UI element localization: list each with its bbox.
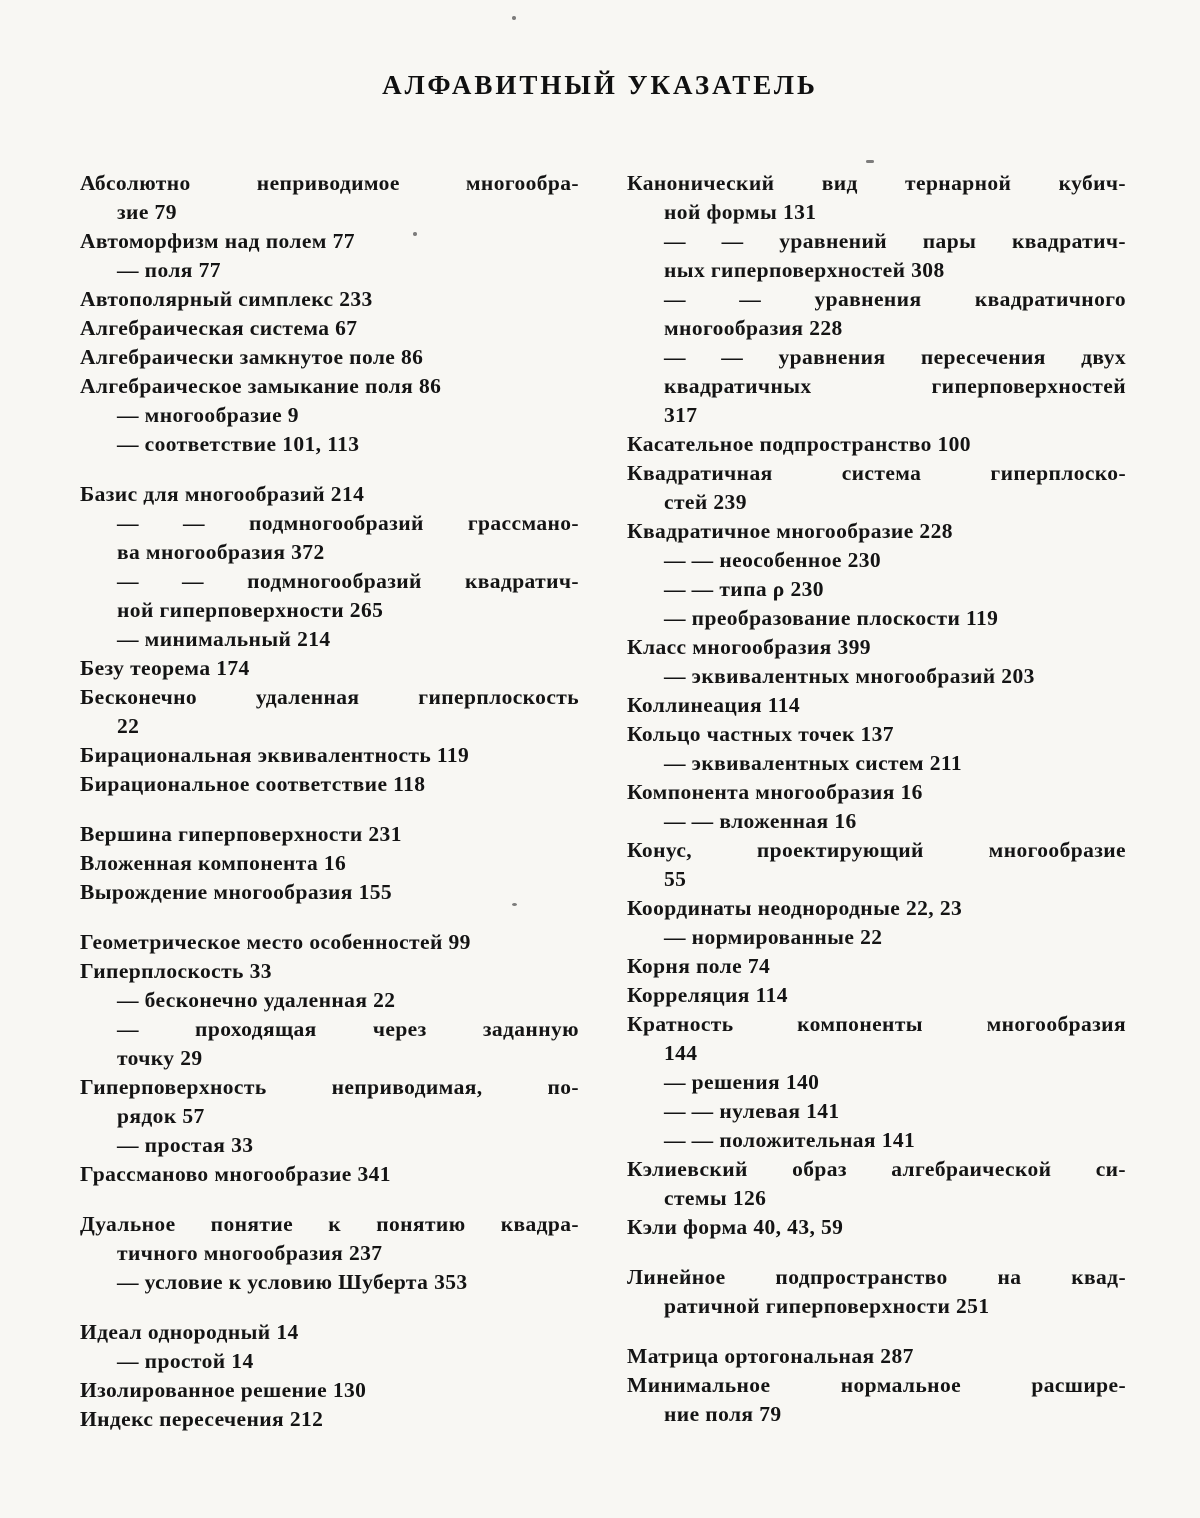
index-line: ной гиперповерхности 265	[117, 598, 384, 622]
index-line: — — уравнения пересечения двух	[664, 345, 1126, 369]
index-line: Базис для многообразий 214	[80, 482, 365, 506]
entry-gap	[80, 1297, 579, 1318]
scan-artifact-dash	[866, 160, 874, 163]
entry-gap	[627, 1242, 1126, 1263]
index-line: Компонента многообразия 16	[627, 780, 923, 804]
index-line: — — уравнений пары квадратич-	[664, 229, 1126, 253]
index-line: 22	[117, 714, 140, 738]
index-line: рядок 57	[117, 1104, 205, 1128]
index-line: ных гиперповерхностей 308	[664, 258, 945, 282]
index-line: Координаты неоднородные 22, 23	[627, 896, 963, 920]
index-line: Минимальное нормальное расшире-	[627, 1373, 1126, 1397]
index-line: — соответствие 101, 113	[117, 432, 360, 456]
index-line: Абсолютно неприводимое многообра-	[80, 171, 579, 195]
index-line: — минимальный 214	[117, 627, 331, 651]
index-line: Автоморфизм над полем 77	[80, 229, 355, 253]
index-line: — преобразование плоскости 119	[664, 606, 999, 630]
index-line: Кратность компоненты многообразия	[627, 1012, 1126, 1036]
index-line: Конус, проектирующий многообразие	[627, 838, 1126, 862]
index-line: — простая 33	[117, 1133, 254, 1157]
index-line: Безу теорема 174	[80, 656, 250, 680]
index-line: — — подмногообразий квадратич-	[117, 569, 579, 593]
index-line: — простой 14	[117, 1349, 254, 1373]
index-line: Касательное подпространство 100	[627, 432, 971, 456]
index-line: Бирациональная эквивалентность 119	[80, 743, 470, 767]
index-line: Бесконечно удаленная гиперплоскость	[80, 685, 579, 709]
index-line: Коллинеация 114	[627, 693, 801, 717]
index-line: 317	[664, 403, 698, 427]
index-line: ратичной гиперповерхности 251	[664, 1294, 990, 1318]
index-line: Кэлиевский образ алгебраической си-	[627, 1157, 1126, 1181]
index-column-left	[80, 169, 579, 1434]
index-line: — поля 77	[117, 258, 221, 282]
index-line: — бесконечно удаленная 22	[117, 988, 396, 1012]
index-line: Квадратичное многообразие 228	[627, 519, 953, 543]
index-line: 144	[664, 1041, 698, 1065]
index-line: стемы 126	[664, 1186, 767, 1210]
index-line: — решения 140	[664, 1070, 820, 1094]
index-line: — — положительная 141	[664, 1128, 916, 1152]
index-line: Кольцо частных точек 137	[627, 722, 894, 746]
index-line: Корреляция 114	[627, 983, 788, 1007]
entry-gap	[80, 459, 579, 480]
scan-artifact-dot	[512, 16, 516, 20]
index-line: Линейное подпространство на квад-	[627, 1265, 1126, 1289]
index-line: Матрица ортогональная 287	[627, 1344, 914, 1368]
index-line: — условие к условию Шуберта 353	[117, 1270, 468, 1294]
index-line: Бирациональное соответствие 118	[80, 772, 426, 796]
entry-gap	[80, 799, 579, 820]
index-line: — эквивалентных систем 211	[664, 751, 963, 775]
index-line: Гиперповерхность неприводимая, по-	[80, 1075, 579, 1099]
index-line: тичного многообразия 237	[117, 1241, 383, 1265]
index-line: — — неособенное 230	[664, 548, 882, 572]
scan-artifact-dot	[413, 232, 417, 236]
index-line: Изолированное решение 130	[80, 1378, 367, 1402]
index-line: Вырождение многообразия 155	[80, 880, 393, 904]
index-line: Вершина гиперповерхности 231	[80, 822, 402, 846]
index-line: 55	[664, 867, 687, 891]
entry-gap	[627, 1321, 1126, 1342]
index-columns	[80, 169, 1126, 1434]
index-line: Идеал однородный 14	[80, 1320, 299, 1344]
entry-gap	[80, 1189, 579, 1210]
index-line: Корня поле 74	[627, 954, 771, 978]
index-line: Дуальное понятие к понятию квадра-	[80, 1212, 579, 1236]
entry-gap	[80, 907, 579, 928]
index-line: ной формы 131	[664, 200, 817, 224]
index-line: — — уравнения квадратичного	[664, 287, 1126, 311]
index-line: ние поля 79	[664, 1402, 782, 1426]
index-line: Кэли форма 40, 43, 59	[627, 1215, 844, 1239]
index-line: Квадратичная система гиперплоско-	[627, 461, 1126, 485]
index-line: Геометрическое место особенностей 99	[80, 930, 471, 954]
index-line: Алгебраически замкнутое поле 86	[80, 345, 424, 369]
index-line: — нормированные 22	[664, 925, 883, 949]
index-line: — — нулевая 141	[664, 1099, 840, 1123]
index-line: — эквивалентных многообразий 203	[664, 664, 1035, 688]
index-line: — — вложенная 16	[664, 809, 857, 833]
index-line: ва многообразия 372	[117, 540, 325, 564]
index-line: Алгебраическая система 67	[80, 316, 358, 340]
index-line: многообразия 228	[664, 316, 843, 340]
index-line: точку 29	[117, 1046, 203, 1070]
index-line: Гиперплоскость 33	[80, 959, 272, 983]
page-title: АЛФАВИТНЫЙ УКАЗАТЕЛЬ	[382, 70, 818, 100]
index-line: Автополярный симплекс 233	[80, 287, 373, 311]
index-line: Канонический вид тернарной кубич-	[627, 171, 1126, 195]
index-line: Класс многообразия 399	[627, 635, 871, 659]
index-line: — проходящая через заданную	[117, 1017, 579, 1041]
index-column-right	[627, 169, 1126, 1434]
index-line: Вложенная компонента 16	[80, 851, 347, 875]
index-line: — многообразие 9	[117, 403, 299, 427]
index-line: — — подмногообразий грассмано-	[117, 511, 579, 535]
index-line: Индекс пересечения 212	[80, 1407, 324, 1431]
index-line: квадратичных гиперповерхностей	[664, 374, 1126, 398]
index-line: зие 79	[117, 200, 177, 224]
scan-artifact-dot	[512, 903, 517, 906]
index-line: Алгебраическое замыкание поля 86	[80, 374, 442, 398]
index-line: Грассманово многообразие 341	[80, 1162, 391, 1186]
index-line: стей 239	[664, 490, 747, 514]
index-line: — — типа ρ 230	[664, 577, 824, 601]
